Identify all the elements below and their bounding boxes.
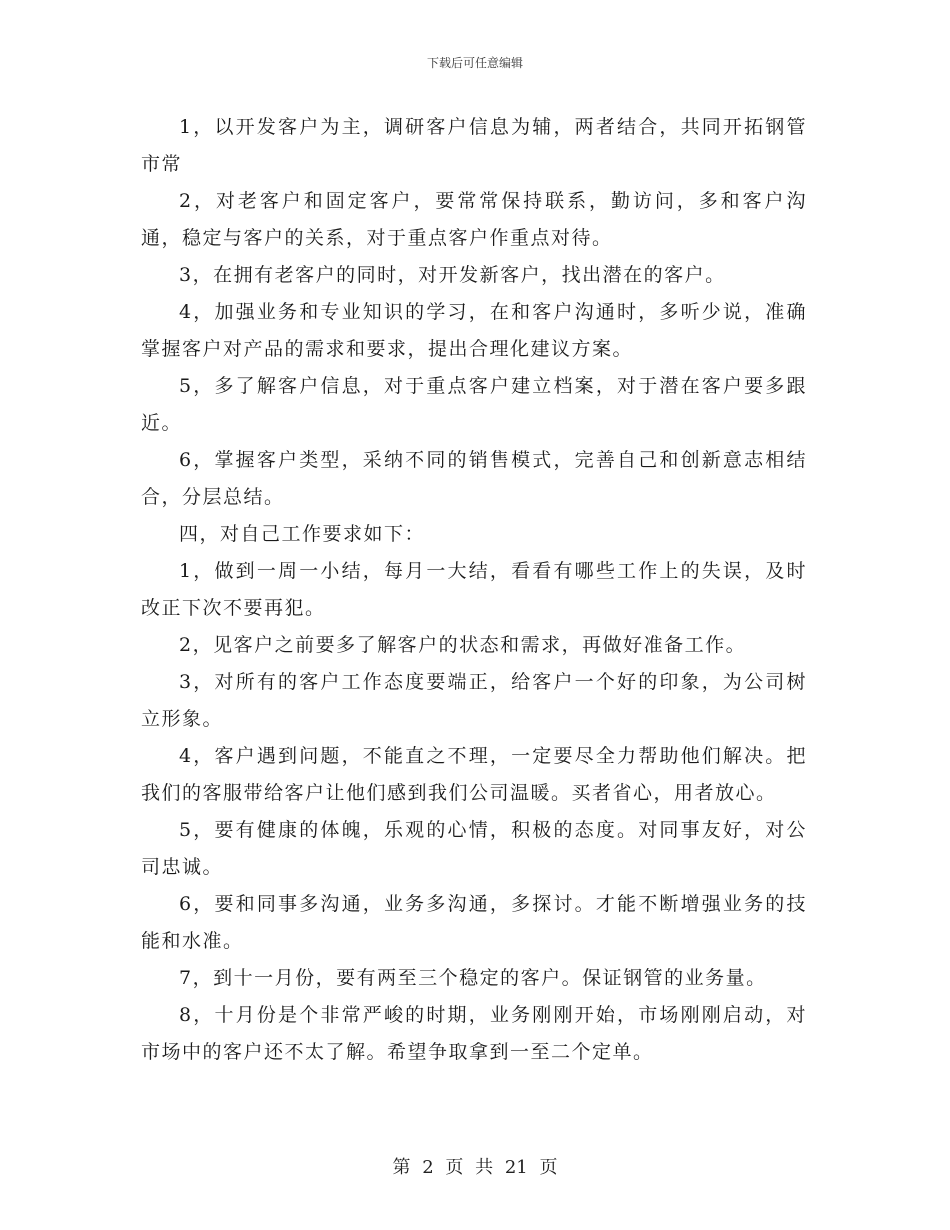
page-number-footer: 第 2 页 共 21 页 xyxy=(392,1157,558,1178)
paragraph: 4，客户遇到问题，不能直之不理，一定要尽全力帮助他们解决。把我们的客服带给客户让他们感到我们公司温暖。买者省心，用者放心。 xyxy=(141,745,807,804)
paragraph: 2，见客户之前要多了解客户的状态和需求，再做好准备工作。 xyxy=(179,634,747,656)
paragraph: 6，要和同事多沟通，业务多沟通，多探讨。才能不断增强业务的技能和水准。 xyxy=(141,893,807,952)
paragraph: 5，要有健康的体魄，乐观的心情，积极的态度。对同事友好，对公司忠诚。 xyxy=(141,819,807,878)
paragraph: 4，加强业务和专业知识的学习，在和客户沟通时，多听少说，准确掌握客户对产品的需求和要求，提出合理化建议方案。 xyxy=(141,301,807,360)
paragraph: 7，到十一月份，要有两至三个稳定的客户。保证钢管的业务量。 xyxy=(179,967,767,989)
paragraph: 1，做到一周一小结，每月一大结，看看有哪些工作上的失误，及时改正下次不要再犯。 xyxy=(141,560,807,619)
paragraph: 6，掌握客户类型，采纳不同的销售模式，完善自己和创新意志相结合，分层总结。 xyxy=(141,449,807,508)
section-heading: 四，对自己工作要求如下： xyxy=(179,523,426,545)
paragraph: 3，对所有的客户工作态度要端正，给客户一个好的印象，为公司树立形象。 xyxy=(141,671,807,730)
page-header: 下载后可任意编辑 xyxy=(426,56,523,70)
document-body xyxy=(141,109,807,1071)
paragraph: 8，十月份是个非常严峻的时期，业务刚刚开始，市场刚刚启动，对市场中的客户还不太了解。希望争取拿到一至二个定单。 xyxy=(141,1004,807,1063)
paragraph: 3，在拥有老客户的同时，对开发新客户，找出潜在的客户。 xyxy=(179,264,726,286)
paragraph: 1，以开发客户为主，调研客户信息为辅，两者结合，共同开拓钢管市常 xyxy=(141,116,807,175)
paragraph: 2，对老客户和固定客户，要常常保持联系，勤访问，多和客户沟通，稳定与客户的关系，对于重点客户作重点对待。 xyxy=(141,190,807,249)
paragraph: 5，多了解客户信息，对于重点客户建立档案，对于潜在客户要多跟近。 xyxy=(141,375,807,434)
